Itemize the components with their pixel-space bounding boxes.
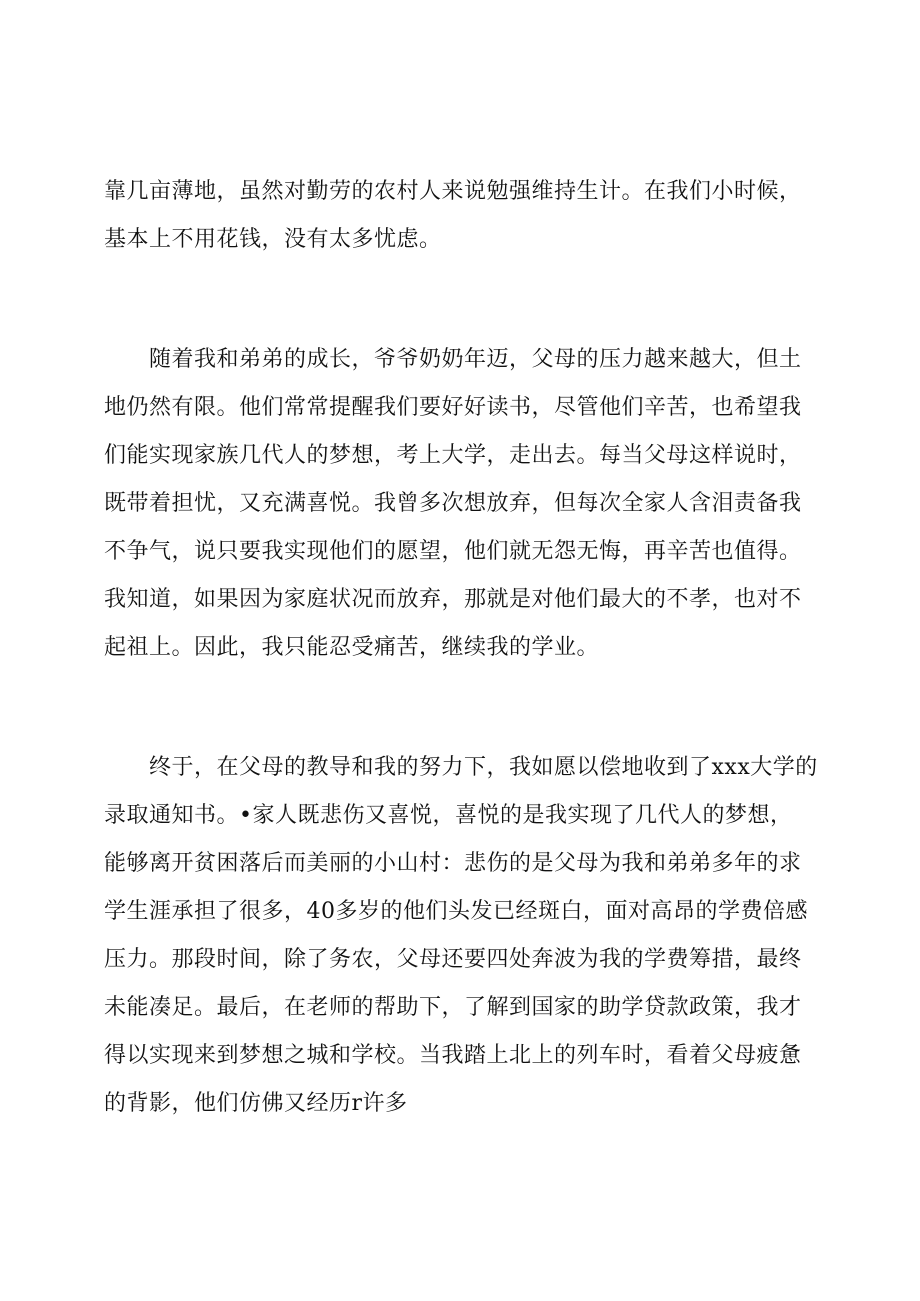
text-line: 得以实现来到梦想之城和学校。当我踏上北上的列车时，看着父母疲惫 [104,1043,802,1068]
text-line: 压力。那段时间，除了务农，父母还要四处奔波为我的学费筹措，最终 [104,947,802,972]
text-line: 终于，在父母的教导和我的努力下，我如愿以偿地收到了xxx大学的 [149,755,818,780]
text-line: 起祖上。因此，我只能忍受痛苦，继续我的学业。 [104,635,600,660]
text-line: 地仍然有限。他们常常提醒我们要好好读书，尽管他们辛苦，也希望我 [104,395,802,420]
text-line: 我知道，如果因为家庭状况而放弃，那就是对他们最大的不孝，也对不 [104,587,802,612]
text-line: 随着我和弟弟的成长，爷爷奶奶年迈，父母的压力越来越大，但土 [149,347,802,372]
text-line: 能够离开贫困落后而美丽的小山村：悲伤的是父母为我和弟弟多年的求 [104,851,802,876]
text-line: 既带着担忧，又充满喜悦。我曾多次想放弃，但每次全家人含泪责备我 [104,491,802,516]
text-line: 们能实现家族几代人的梦想，考上大学，走出去。每当父母这样说时， [104,443,802,468]
text-line: 的背影，他们仿佛又经历r许多 [104,1091,408,1116]
text-line: 学生涯承担了很多，40多岁的他们头发已经斑白，面对高昂的学费倍感 [104,899,808,924]
text-line: 不争气，说只要我实现他们的愿望，他们就无怨无悔，再辛苦也值得。 [104,539,802,564]
text-line: 靠几亩薄地，虽然对勤劳的农村人来说勉强维持生计。在我们小时候， [104,179,802,204]
text-line: 基本上不用花钱，没有太多忧虑。 [104,227,442,252]
text-line: 未能凑足。最后，在老师的帮助下，了解到国家的助学贷款政策，我才 [104,995,802,1020]
text-line: 录取通知书。•家人既悲伤又喜悦，喜悦的是我实现了几代人的梦想， [104,803,793,828]
